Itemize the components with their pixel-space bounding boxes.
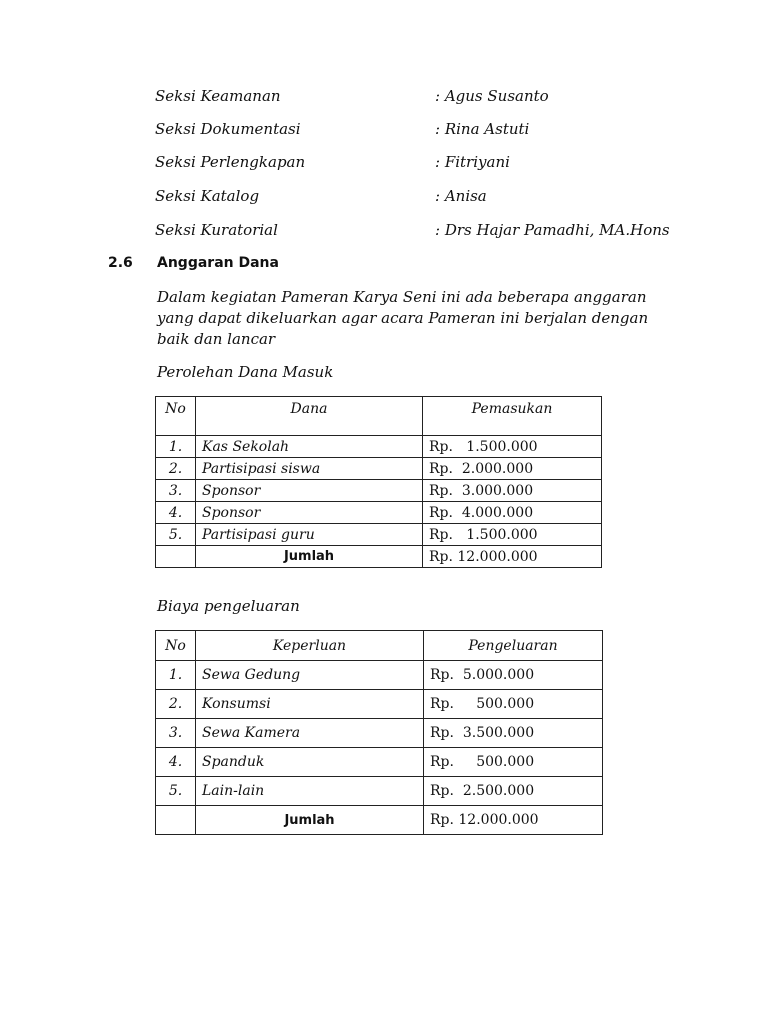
table-row: [156, 748, 603, 777]
committee-row: [155, 185, 715, 207]
committee-person: : Rina Astuti: [435, 120, 530, 138]
row-amount: Rp. 1.500.000: [423, 436, 602, 458]
table-row: [156, 458, 602, 480]
table-row: [156, 719, 603, 748]
committee-row: [155, 118, 715, 140]
row-amount: Rp. 3.500.000: [424, 719, 603, 748]
table-row: [156, 690, 603, 719]
expense-caption: Biaya pengeluaran: [157, 597, 300, 615]
row-item: Konsumsi: [196, 690, 424, 719]
row-item: Sponsor: [196, 480, 423, 502]
table-row: [156, 777, 603, 806]
committee-row: [155, 85, 715, 107]
row-amount: Rp. 500.000: [424, 690, 603, 719]
row-item: Spanduk: [196, 748, 424, 777]
table-header-row: [156, 397, 602, 436]
total-label: Jumlah: [196, 806, 424, 835]
total-empty-cell: [156, 546, 196, 568]
row-no: 5.: [156, 524, 196, 546]
header-no: No: [156, 631, 196, 661]
header-item: Keperluan: [196, 631, 424, 661]
row-item: Sewa Kamera: [196, 719, 424, 748]
row-no: 2.: [156, 458, 196, 480]
section-paragraph: Dalam kegiatan Pameran Karya Seni ini ada beberapa anggaran yang dapat dikeluarkan agar acara Pameran ini berjalan dengan baik dan lancar: [157, 288, 649, 348]
section-number: 2.6: [108, 255, 133, 271]
committee-role: Seksi Perlengkapan: [155, 153, 306, 171]
table-row: [156, 524, 602, 546]
table-total-row: [156, 546, 602, 568]
table-header-row: [156, 631, 603, 661]
row-item: Kas Sekolah: [196, 436, 423, 458]
income-table: [155, 396, 602, 568]
committee-person: : Agus Susanto: [435, 87, 549, 105]
row-amount: Rp. 1.500.000: [423, 524, 602, 546]
row-amount: Rp. 500.000: [424, 748, 603, 777]
row-no: 4.: [156, 502, 196, 524]
committee-person: : Anisa: [435, 187, 487, 205]
table-row: [156, 480, 602, 502]
total-amount: Rp. 12.000.000: [423, 546, 602, 568]
row-amount: Rp. 2.500.000: [424, 777, 603, 806]
table-row: [156, 661, 603, 690]
committee-role: Seksi Kuratorial: [155, 221, 278, 239]
total-amount: Rp. 12.000.000: [424, 806, 603, 835]
row-no: 2.: [156, 690, 196, 719]
header-amount: Pengeluaran: [424, 631, 603, 661]
committee-role: Seksi Keamanan: [155, 87, 281, 105]
row-no: 4.: [156, 748, 196, 777]
row-amount: Rp. 4.000.000: [423, 502, 602, 524]
table-row: [156, 436, 602, 458]
row-no: 1.: [156, 436, 196, 458]
row-item: Sponsor: [196, 502, 423, 524]
row-no: 3.: [156, 719, 196, 748]
total-label: Jumlah: [196, 546, 423, 568]
row-amount: Rp. 2.000.000: [423, 458, 602, 480]
row-no: 3.: [156, 480, 196, 502]
committee-person: : Drs Hajar Pamadhi, MA.Hons: [435, 221, 670, 239]
header-item: Dana: [196, 397, 423, 436]
table-row: [156, 502, 602, 524]
row-item: Sewa Gedung: [196, 661, 424, 690]
committee-row: [155, 219, 715, 241]
row-amount: Rp. 3.000.000: [423, 480, 602, 502]
committee-role: Seksi Katalog: [155, 187, 260, 205]
total-empty-cell: [156, 806, 196, 835]
committee-row: [155, 151, 715, 173]
section-title: Anggaran Dana: [157, 255, 279, 271]
committee-role: Seksi Dokumentasi: [155, 120, 301, 138]
income-caption: Perolehan Dana Masuk: [157, 363, 334, 381]
header-amount: Pemasukan: [423, 397, 602, 436]
row-item: Partisipasi guru: [196, 524, 423, 546]
row-item: Partisipasi siswa: [196, 458, 423, 480]
row-amount: Rp. 5.000.000: [424, 661, 603, 690]
committee-person: : Fitriyani: [435, 153, 510, 171]
header-no: No: [156, 397, 196, 436]
expense-table: [155, 630, 603, 835]
row-no: 1.: [156, 661, 196, 690]
table-total-row: [156, 806, 603, 835]
row-no: 5.: [156, 777, 196, 806]
row-item: Lain-lain: [196, 777, 424, 806]
